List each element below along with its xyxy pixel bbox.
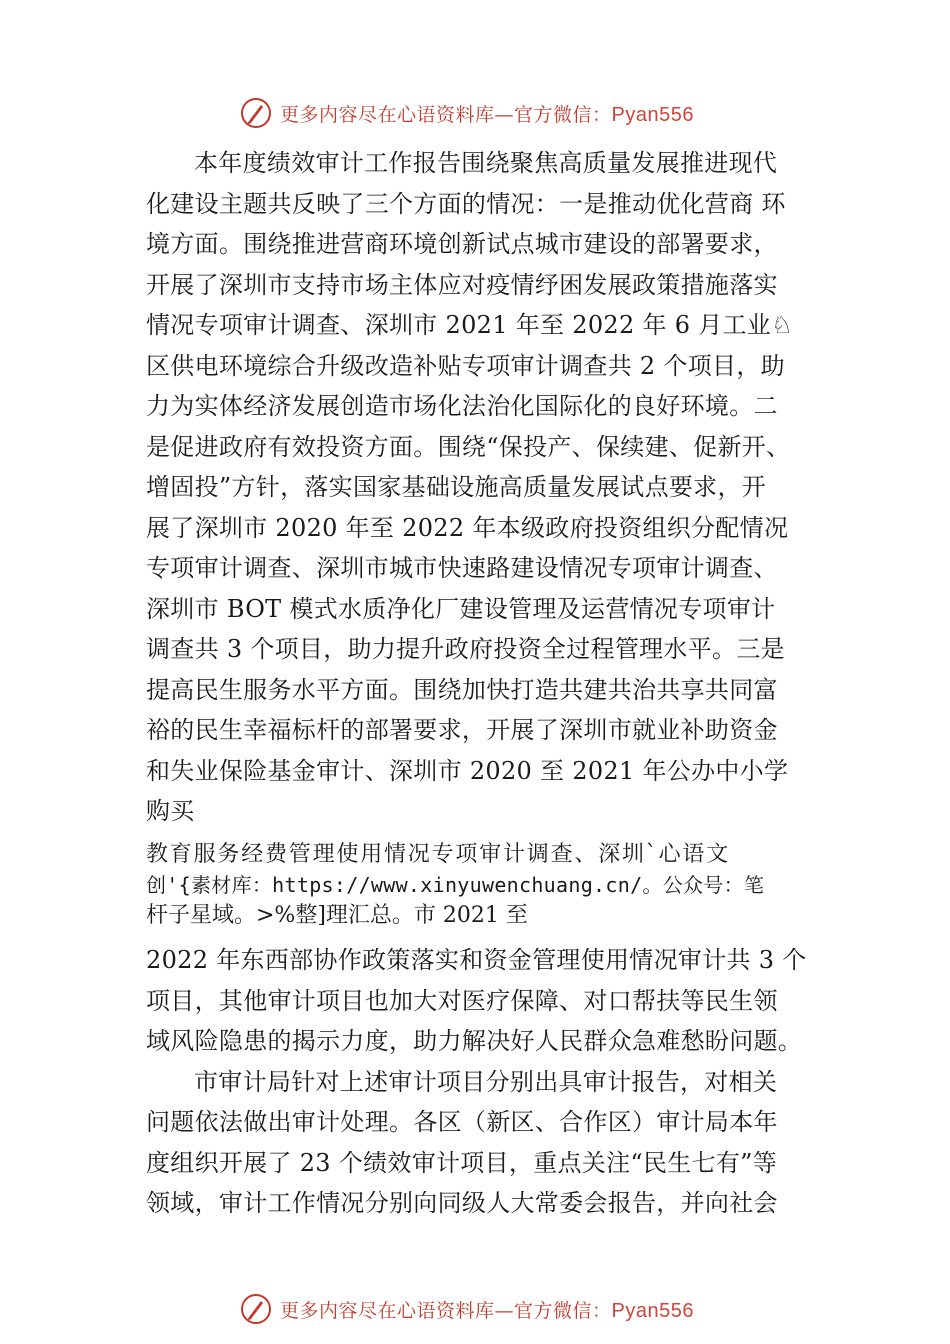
body-line-14: 提高民生服务水平方面。围绕加快打造共建共治共享共同富 [146, 676, 778, 704]
body-line-5: 情况专项审计调查、深圳市 2021 年至 2022 年 6 月工业♘ [146, 311, 793, 339]
body-line-21: 2022 年东西部协作政策落实和资金管理使用情况审计共 3 个 [146, 946, 807, 974]
header-banner-text: 更多内容尽在心语资料库—官方微信：Pyan556 [280, 103, 694, 126]
body-line-9: 增固投”方针，落实国家基础设施高质量发展试点要求，开 [146, 473, 767, 501]
footer-banner-text: 更多内容尽在心语资料库—官方微信：Pyan556 [280, 1299, 694, 1322]
quill-logo-icon [240, 1293, 272, 1325]
body-line-23: 域风险隐患的揭示力度，助力解决好人民群众急难愁盼问题。 [146, 1027, 803, 1055]
body-line-13: 调查共 3 个项目，助力提升政府投资全过程管理水平。三是 [146, 635, 785, 663]
body-line-1: 本年度绩效审计工作报告围绕聚焦高质量发展推进现代 [194, 149, 778, 177]
body-line-26: 度组织开展了 23 个绩效审计项目，重点关注“民生七有”等 [146, 1149, 778, 1177]
body-line-27: 领域，审计工作情况分别向同级人大常委会报告，并向社会 [146, 1189, 778, 1217]
body-line-4: 开展了深圳市支持市场主体应对疫情纾困发展政策措施落实 [146, 271, 778, 299]
body-line-7: 力为实体经济发展创造市场化法治化国际化的良好环境。二 [146, 392, 778, 420]
body-line-12: 深圳市 BOT 模式水质净化厂建设管理及运营情况专项审计 [146, 595, 776, 623]
body-line-15: 裕的民生幸福标杆的部署要求，开展了深圳市就业补助资金 [146, 716, 778, 744]
quill-logo-icon [240, 97, 272, 129]
header-wechat-id: Pyan556 [611, 103, 694, 126]
body-line-17: 购买 [146, 797, 195, 825]
body-line-8: 是促进政府有效投资方面。围绕“保投产、保续建、促新开、 [146, 433, 791, 461]
body-line-22: 项目，其他审计项目也加大对医疗保障、对口帮扶等民生领 [146, 987, 778, 1015]
body-line-3: 境方面。围绕推进营商环境创新试点城市建设的部署要求， [146, 230, 778, 258]
body-line-11: 专项审计调查、深圳市城市快速路建设情况专项审计调查、 [146, 554, 778, 582]
body-line-2: 化建设主题共反映了三个方面的情况：一是推动优化营商 环 [146, 190, 786, 218]
footer-banner [240, 1292, 760, 1326]
footer-wechat-id: Pyan556 [611, 1299, 694, 1322]
body-line-16: 和失业保险基金审计、深圳市 2020 至 2021 年公办中小学 [146, 757, 789, 785]
body-line-10: 展了深圳市 2020 年至 2022 年本级政府投资组织分配情况 [146, 514, 789, 542]
body-line-6: 区供电环境综合升级改造补贴专项审计调查共 2 个项目，助 [146, 352, 785, 380]
body-line-20: 杆子星域。>%整]理汇总。市 2021 至 [146, 903, 528, 928]
body-line-25: 问题依法做出审计处理。各区（新区、合作区）审计局本年 [146, 1108, 778, 1136]
body-line-18: 教育服务经费管理使用情况专项审计调查、深圳`心语文 [146, 842, 731, 867]
body-line-19-watermark-url: 创'{素材库：https://www.xinyuwenchuang.cn/。公众号：笔 [146, 873, 765, 897]
body-line-24: 市审计局针对上述审计项目分别出具审计报告，对相关 [194, 1068, 778, 1096]
header-banner [240, 96, 760, 130]
